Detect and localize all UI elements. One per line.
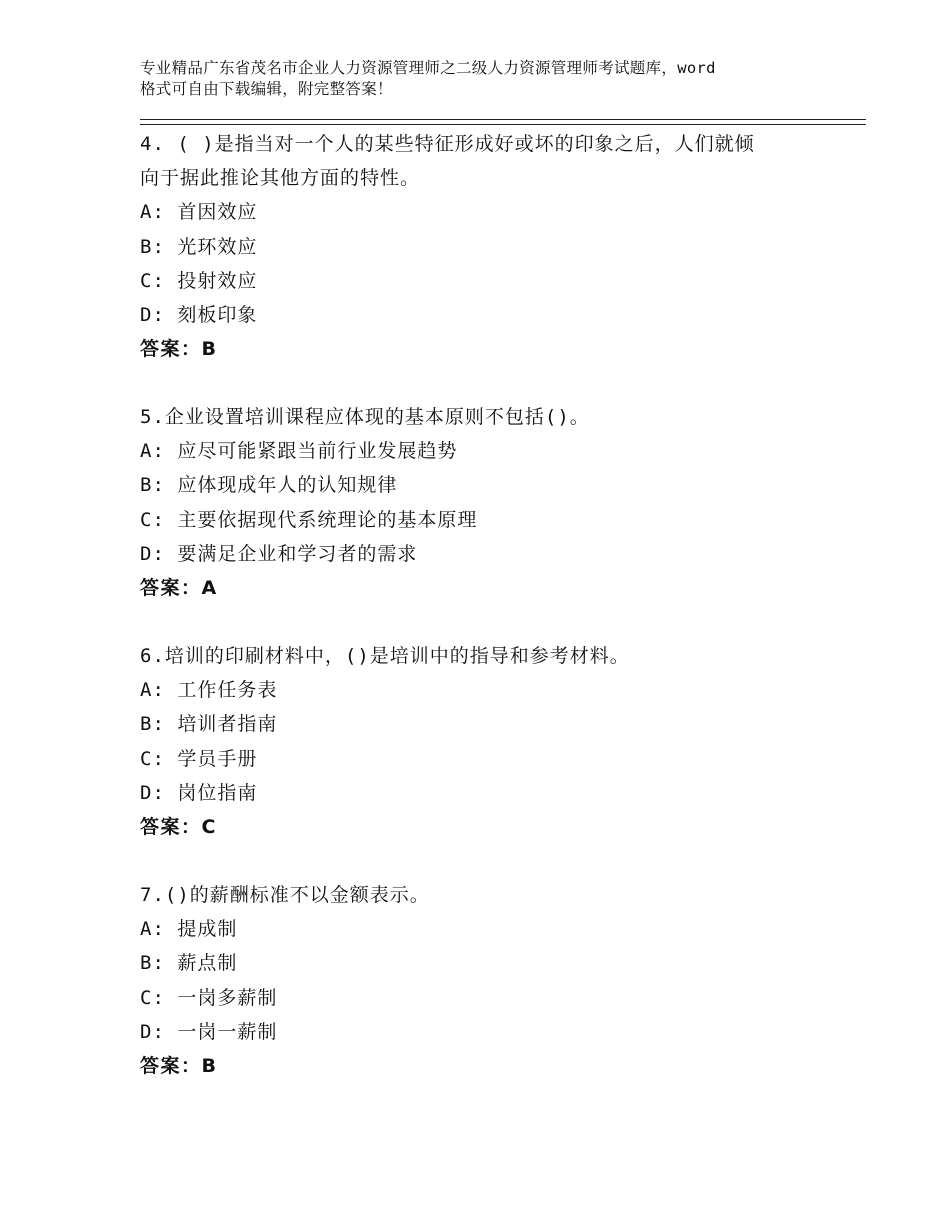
document-header [140,58,830,100]
header-line-1: 专业精品广东省茂名市企业人力资源管理师之二级人力资源管理师考试题库，word [140,59,716,77]
option-c: C: 一岗多薪制 [140,986,278,1009]
question-7 [140,878,840,1083]
question-6 [140,639,840,844]
question-stem: 向于据此推论其他方面的特性。 [140,167,421,190]
question-stem: 6.培训的印刷材料中，()是培训中的指导和参考材料。 [140,645,630,667]
answer-label: 答案：C [140,815,217,838]
question-stem: 4. ( )是指当对一个人的某些特征形成好或坏的印象之后，人们就倾 [140,133,755,155]
option-c: C: 主要依据现代系统理论的基本原理 [140,508,478,531]
question-stem: 5.企业设置培训课程应体现的基本原则不包括()。 [140,406,590,428]
question-4 [140,127,840,366]
question-stem: 7.()的薪酬标准不以金额表示。 [140,884,430,906]
answer-label: 答案：B [140,1054,218,1077]
option-b: B: 培训者指南 [140,713,278,736]
header-divider-top [140,119,866,120]
option-b: B: 光环效应 [140,235,258,258]
option-b: B: 应体现成年人的认知规律 [140,474,398,497]
option-d: D: 刻板印象 [140,303,258,326]
option-d: D: 岗位指南 [140,781,258,804]
option-d: D: 要满足企业和学习者的需求 [140,542,418,565]
option-a: A: 应尽可能紧跟当前行业发展趋势 [140,440,458,463]
header-line-2: 格式可自由下载编辑，附完整答案！ [140,80,393,98]
header-divider-bottom [140,124,866,125]
option-a: A: 首因效应 [140,201,258,224]
question-5 [140,400,840,605]
option-d: D: 一岗一薪制 [140,1020,278,1043]
option-a: A: 工作任务表 [140,679,278,702]
answer-label: 答案：B [140,338,218,361]
option-b: B: 薪点制 [140,952,238,975]
option-a: A: 提成制 [140,918,238,941]
answer-label: 答案：A [140,576,218,599]
option-c: C: 投射效应 [140,269,258,292]
option-c: C: 学员手册 [140,747,258,770]
